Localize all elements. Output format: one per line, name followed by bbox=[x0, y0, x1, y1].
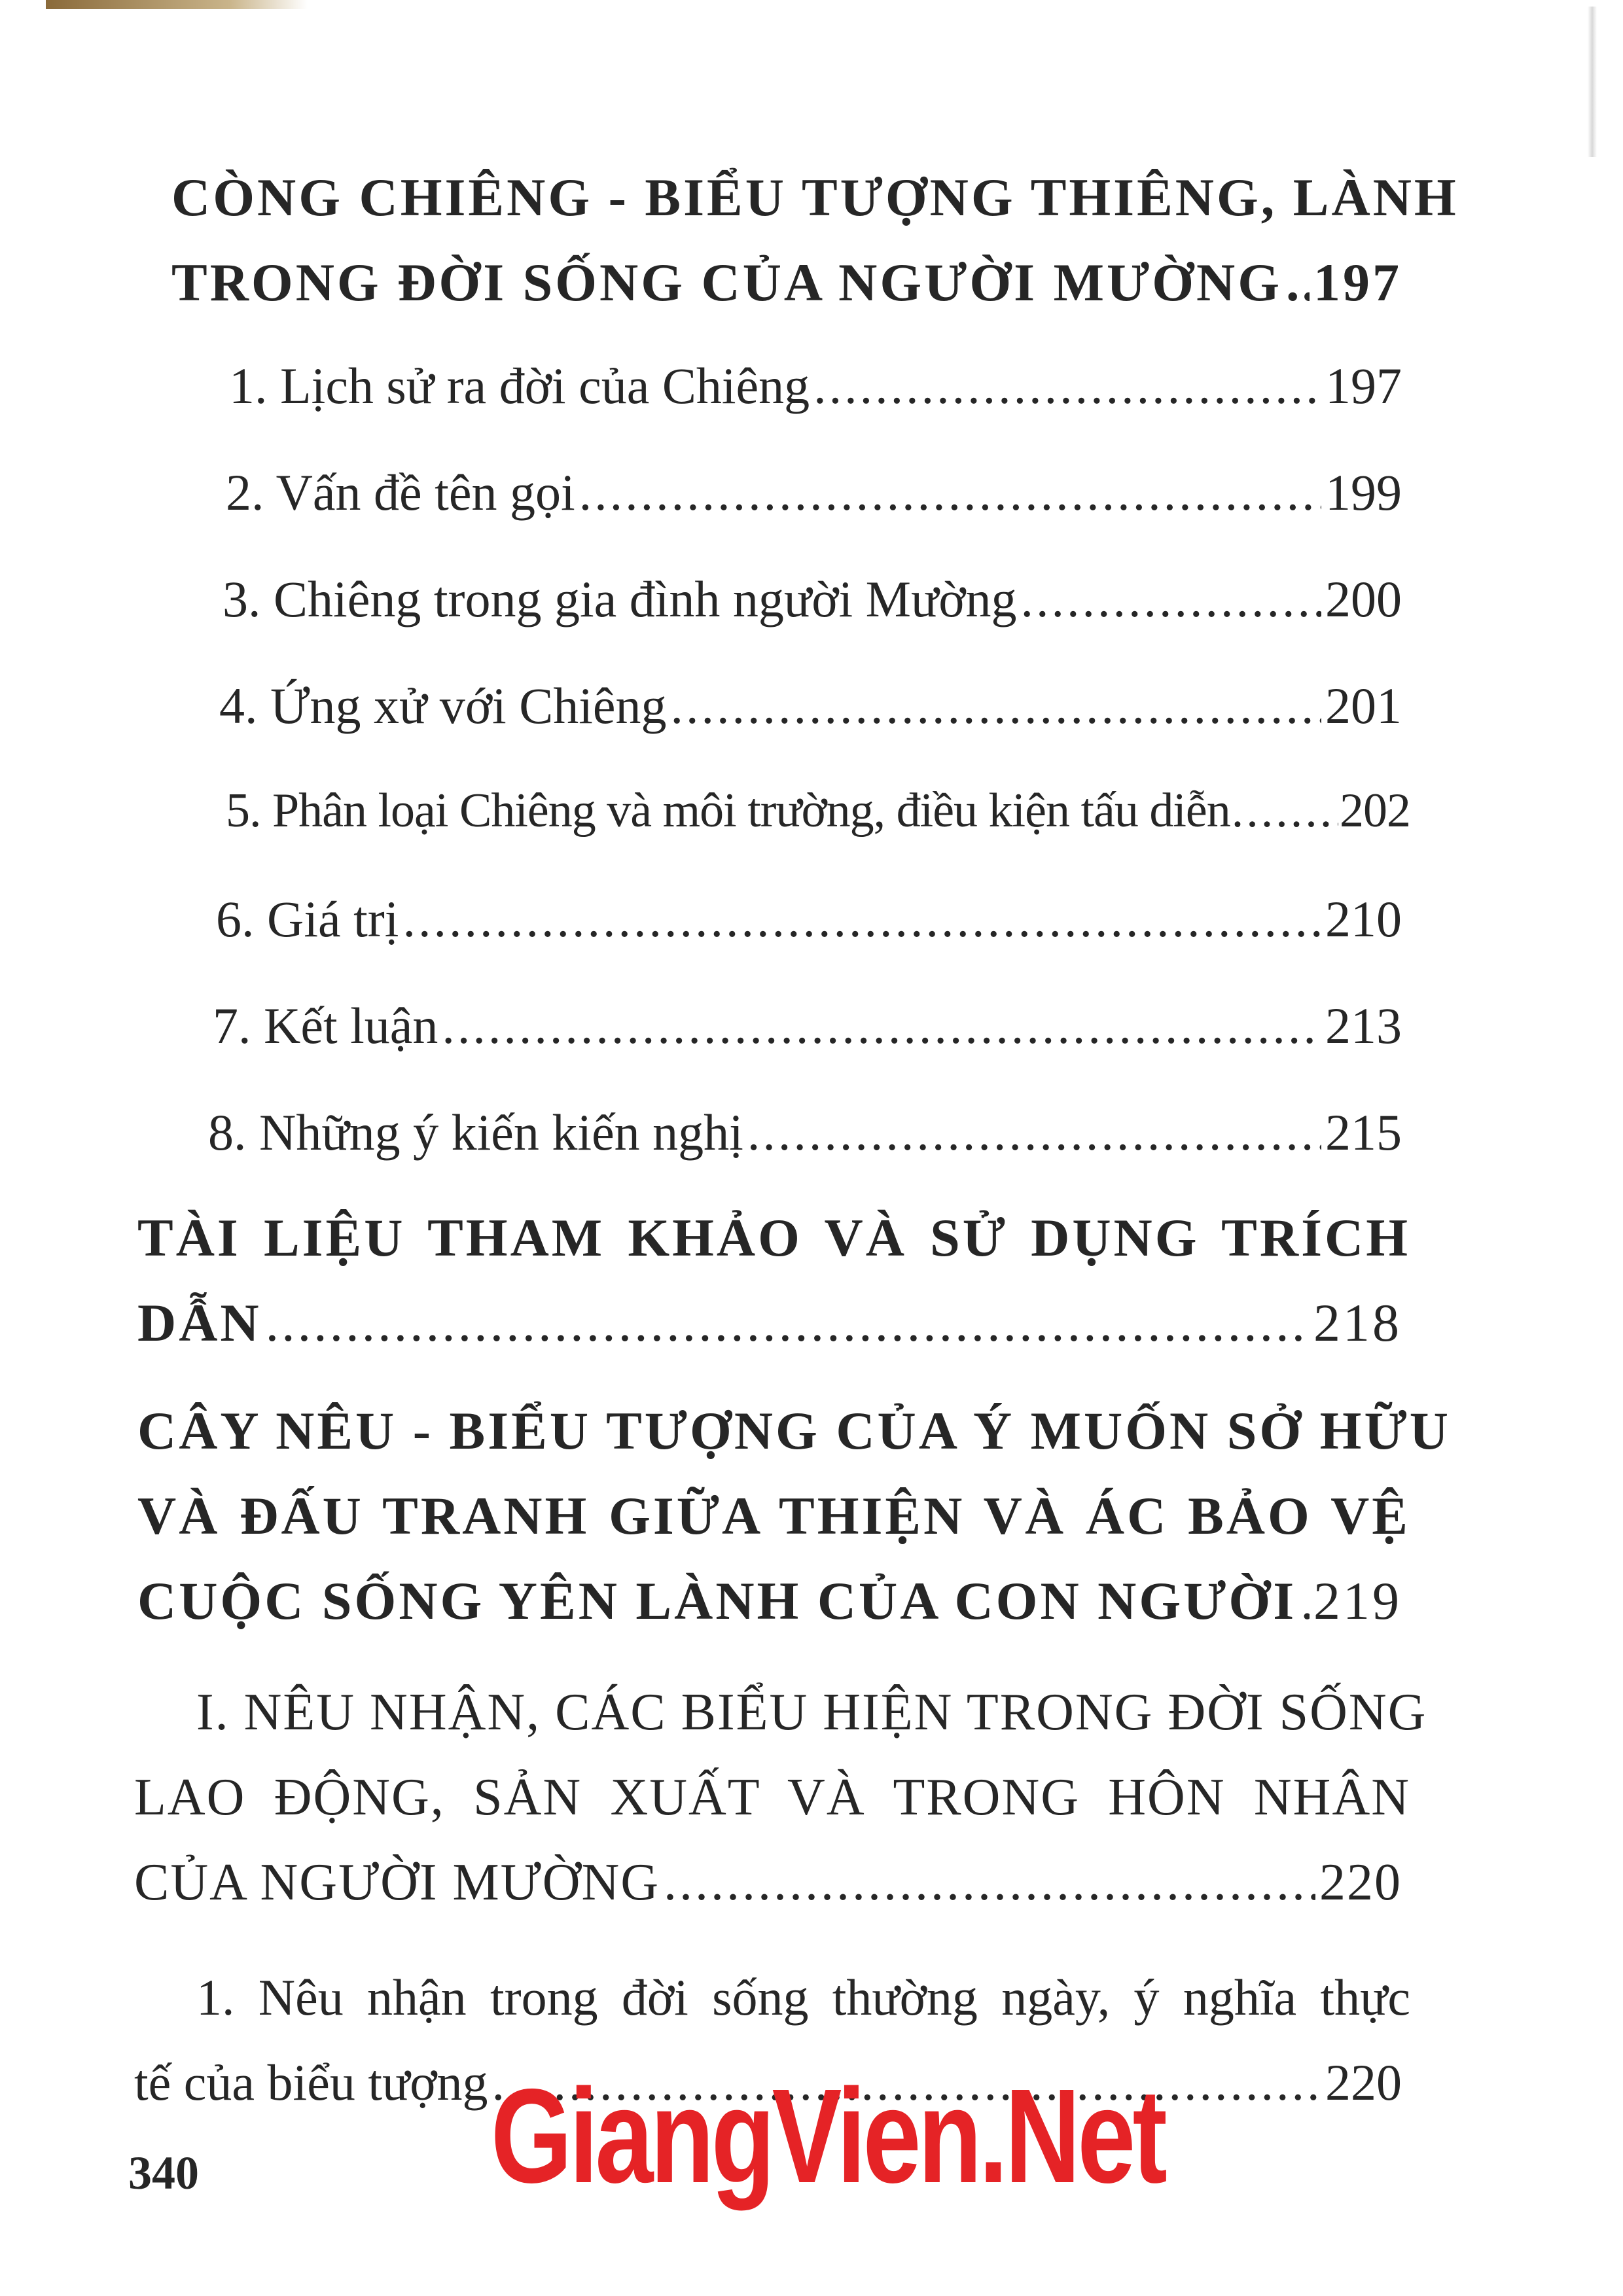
toc-heading-cay-neu-line2: VÀ ĐẤU TRANH GIỮA THIỆN VÀ ÁC BẢO VỆ bbox=[137, 1486, 1410, 1545]
toc-item: 3. Chiêng trong gia đình người Mường ..... 200 bbox=[223, 570, 1402, 629]
page-number: 340 bbox=[128, 2147, 199, 2199]
page-corner-mark bbox=[46, 0, 308, 9]
toc-page-number: 199 bbox=[1325, 464, 1402, 521]
toc-heading-references-line2: DẪN ..... 218 bbox=[137, 1292, 1402, 1354]
toc-page-number: 215 bbox=[1325, 1104, 1402, 1161]
toc-item: 2. Vấn đề tên gọi ..... 199 bbox=[226, 463, 1402, 522]
toc-page-number: 200 bbox=[1325, 571, 1402, 627]
toc-subsection-line3: CỦA NGƯỜI MƯỜNG ..... 220 bbox=[134, 1853, 1402, 1913]
toc-page-number: 197 bbox=[1325, 357, 1402, 414]
toc-page-number: 219 bbox=[1313, 1571, 1402, 1631]
toc-item: 1. Lịch sử ra đời của Chiêng ..... 197 bbox=[229, 357, 1402, 415]
dot-leader bbox=[402, 890, 1321, 949]
toc-page-number: 201 bbox=[1325, 677, 1402, 734]
page-edge-shadow bbox=[1588, 7, 1597, 157]
dot-leader bbox=[1021, 570, 1322, 629]
toc-heading-cong-chieng-line2: TRONG ĐỜI SỐNG CỦA NGƯỜI MƯỜNG ..... 197 bbox=[171, 252, 1402, 313]
dot-leader bbox=[671, 677, 1321, 735]
toc-page-number: 220 bbox=[1325, 2054, 1402, 2111]
toc-item: 7. Kết luận ..... 213 bbox=[213, 997, 1402, 1055]
toc-page-number: 220 bbox=[1319, 1854, 1402, 1911]
toc-item: 8. Những ý kiến kiến nghị ..... 215 bbox=[208, 1103, 1402, 1162]
dot-leader bbox=[664, 1853, 1315, 1913]
toc-item-line2: tế của biểu tượng ..... 220 bbox=[134, 2053, 1402, 2112]
toc-heading-cay-neu-line3: CUỘC SỐNG YÊN LÀNH CỦA CON NGƯỜI ..... 219 bbox=[137, 1570, 1402, 1632]
toc-heading-references-line1: TÀI LIỆU THAM KHẢO VÀ SỬ DỤNG TRÍCH bbox=[137, 1208, 1410, 1267]
toc-heading-cay-neu-line1: CÂY NÊU - BIỂU TƯỢNG CỦA Ý MUỐN SỞ HỮU bbox=[137, 1401, 1451, 1460]
toc-page-number: 197 bbox=[1313, 253, 1402, 312]
dot-leader bbox=[747, 1103, 1321, 1162]
dot-leader bbox=[813, 357, 1321, 415]
dot-leader bbox=[1300, 1570, 1310, 1632]
toc-subsection-line2: LAO ĐỘNG, SẢN XUẤT VÀ TRONG HÔN NHÂN bbox=[134, 1769, 1410, 1826]
dot-leader bbox=[266, 1292, 1310, 1354]
toc-item-line1: 1. Nêu nhận trong đời sống thường ngày, ý nghĩa thực bbox=[196, 1969, 1410, 2026]
dot-leader bbox=[579, 463, 1321, 522]
dot-leader bbox=[1232, 783, 1338, 839]
toc-item: 4. Ứng xử với Chiêng ..... 201 bbox=[219, 677, 1402, 735]
toc-subsection-line1: I. NÊU NHẬN, CÁC BIỂU HIỆN TRONG ĐỜI SỐNG bbox=[196, 1684, 1427, 1741]
toc-page-number: 218 bbox=[1313, 1293, 1402, 1352]
toc-item: 5. Phân loại Chiêng và môi trường, điều kiện tấu diễn ..... 202 bbox=[226, 783, 1410, 839]
toc-page-number: 210 bbox=[1325, 891, 1402, 947]
toc-item: 6. Giá trị ..... 210 bbox=[216, 890, 1402, 949]
toc-page-number: 202 bbox=[1340, 784, 1410, 838]
toc-page-number: 213 bbox=[1325, 997, 1402, 1054]
watermark: GiangVien.Net bbox=[491, 2061, 1165, 2211]
toc-heading-cong-chieng-line1: CÒNG CHIÊNG - BIỂU TƯỢNG THIÊNG, LÀNH bbox=[171, 168, 1459, 227]
dot-leader bbox=[1286, 252, 1310, 313]
dot-leader bbox=[442, 997, 1321, 1055]
